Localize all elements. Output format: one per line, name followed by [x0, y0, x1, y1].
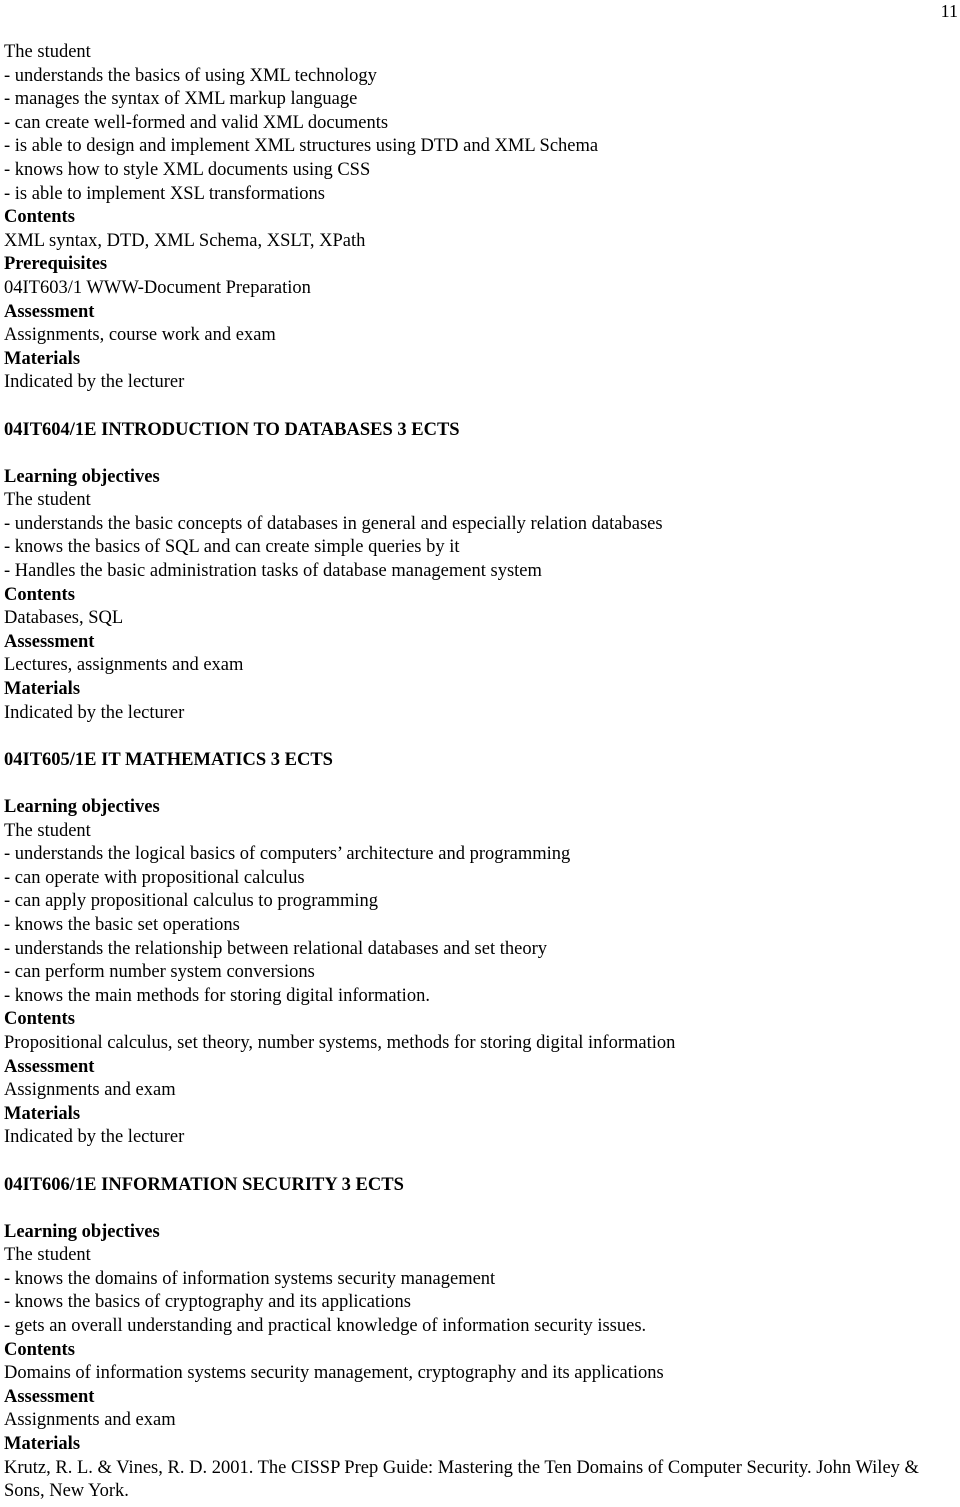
contents-heading: Contents — [4, 1339, 75, 1360]
objective-item: - Handles the basic administration tasks of database management system — [4, 561, 542, 582]
contents-heading: Contents — [4, 584, 75, 605]
objective-item: - can perform number system conversions — [4, 962, 315, 983]
assessment-text: Assignments, course work and exam — [4, 325, 276, 346]
objectives-intro: The student — [4, 42, 91, 62]
assessment-text: Assignments and exam — [4, 1080, 176, 1101]
course-title: 04IT606/1E INFORMATION SECURITY 3 ECTS — [4, 1174, 404, 1195]
objective-item: - understands the basic concepts of databases in general and especially relation databases — [4, 513, 663, 534]
objective-item: - knows the basics of cryptography and its applications — [4, 1292, 411, 1313]
materials-text: Indicated by the lecturer — [4, 702, 185, 723]
contents-text: Databases, SQL — [4, 608, 124, 629]
contents-heading: Contents — [4, 207, 75, 228]
course-continuation — [4, 41, 954, 395]
course-title: 04IT604/1E INTRODUCTION TO DATABASES 3 ECTS — [4, 419, 460, 440]
prerequisites-heading: Prerequisites — [4, 254, 108, 275]
assessment-heading: Assessment — [4, 301, 95, 322]
course-it-mathematics — [4, 749, 954, 1150]
learning-objectives-heading: Learning objectives — [4, 797, 160, 817]
course-introduction-to-databases — [4, 419, 954, 726]
assessment-heading: Assessment — [4, 1056, 95, 1077]
course-title: 04IT605/1E IT MATHEMATICS 3 ECTS — [4, 749, 333, 770]
objective-item: - gets an overall understanding and practical knowledge of information security issues. — [4, 1316, 647, 1337]
materials-reference: Krutz, R. L. & Vines, R. D. 2001. The CISSP Prep Guide: Mastering the Ten Domains of Computer Security. John Wiley & Sons, New York. — [4, 1457, 919, 1502]
assessment-text: Assignments and exam — [4, 1410, 176, 1431]
objective-item: - understands the logical basics of computers’ architecture and programming — [4, 844, 571, 865]
objectives-intro: The student — [4, 1245, 91, 1266]
materials-heading: Materials — [4, 679, 81, 700]
assessment-text: Lectures, assignments and exam — [4, 655, 244, 676]
objective-item: - knows the basics of SQL and can create simple queries by it — [4, 537, 460, 558]
objective-item: - can apply propositional calculus to programming — [4, 891, 379, 912]
document-body — [4, 41, 954, 1504]
learning-objectives-heading: Learning objectives — [4, 466, 160, 487]
objective-item: - knows the domains of information systems security management — [4, 1268, 496, 1289]
objectives-intro: The student — [4, 820, 91, 841]
materials-heading: Materials — [4, 1103, 81, 1124]
objective-item: - is able to design and implement XML structures using DTD and XML Schema — [4, 136, 599, 157]
objective-item: - can create well-formed and valid XML documents — [4, 112, 389, 133]
contents-text: Domains of information systems security management, cryptography and its applications — [4, 1363, 664, 1384]
contents-text: XML syntax, DTD, XML Schema, XSLT, XPath — [4, 230, 366, 251]
materials-heading: Materials — [4, 1434, 81, 1455]
learning-objectives-heading: Learning objectives — [4, 1221, 160, 1242]
objectives-intro: The student — [4, 490, 91, 511]
assessment-heading: Assessment — [4, 1386, 95, 1407]
materials-text: Indicated by the lecturer — [4, 1127, 185, 1148]
objective-item: - understands the relationship between relational databases and set theory — [4, 938, 547, 959]
prerequisites-text: 04IT603/1 WWW-Document Preparation — [4, 277, 311, 298]
course-information-security — [4, 1174, 954, 1504]
objective-item: - can operate with propositional calculus — [4, 867, 305, 888]
objective-item: - knows the basic set operations — [4, 914, 240, 935]
materials-text: Indicated by the lecturer — [4, 372, 185, 393]
materials-heading: Materials — [4, 348, 81, 369]
objective-item: - understands the basics of using XML technology — [4, 65, 377, 86]
objective-item: - is able to implement XSL transformations — [4, 183, 325, 204]
objective-item: - knows the main methods for storing digital information. — [4, 985, 430, 1006]
assessment-heading: Assessment — [4, 631, 95, 652]
contents-heading: Contents — [4, 1009, 75, 1030]
contents-text: Propositional calculus, set theory, number systems, methods for storing digital information — [4, 1032, 676, 1053]
objective-item: - manages the syntax of XML markup language — [4, 89, 358, 110]
page-number: 11 — [940, 1, 958, 21]
objective-item: - knows how to style XML documents using CSS — [4, 159, 371, 180]
